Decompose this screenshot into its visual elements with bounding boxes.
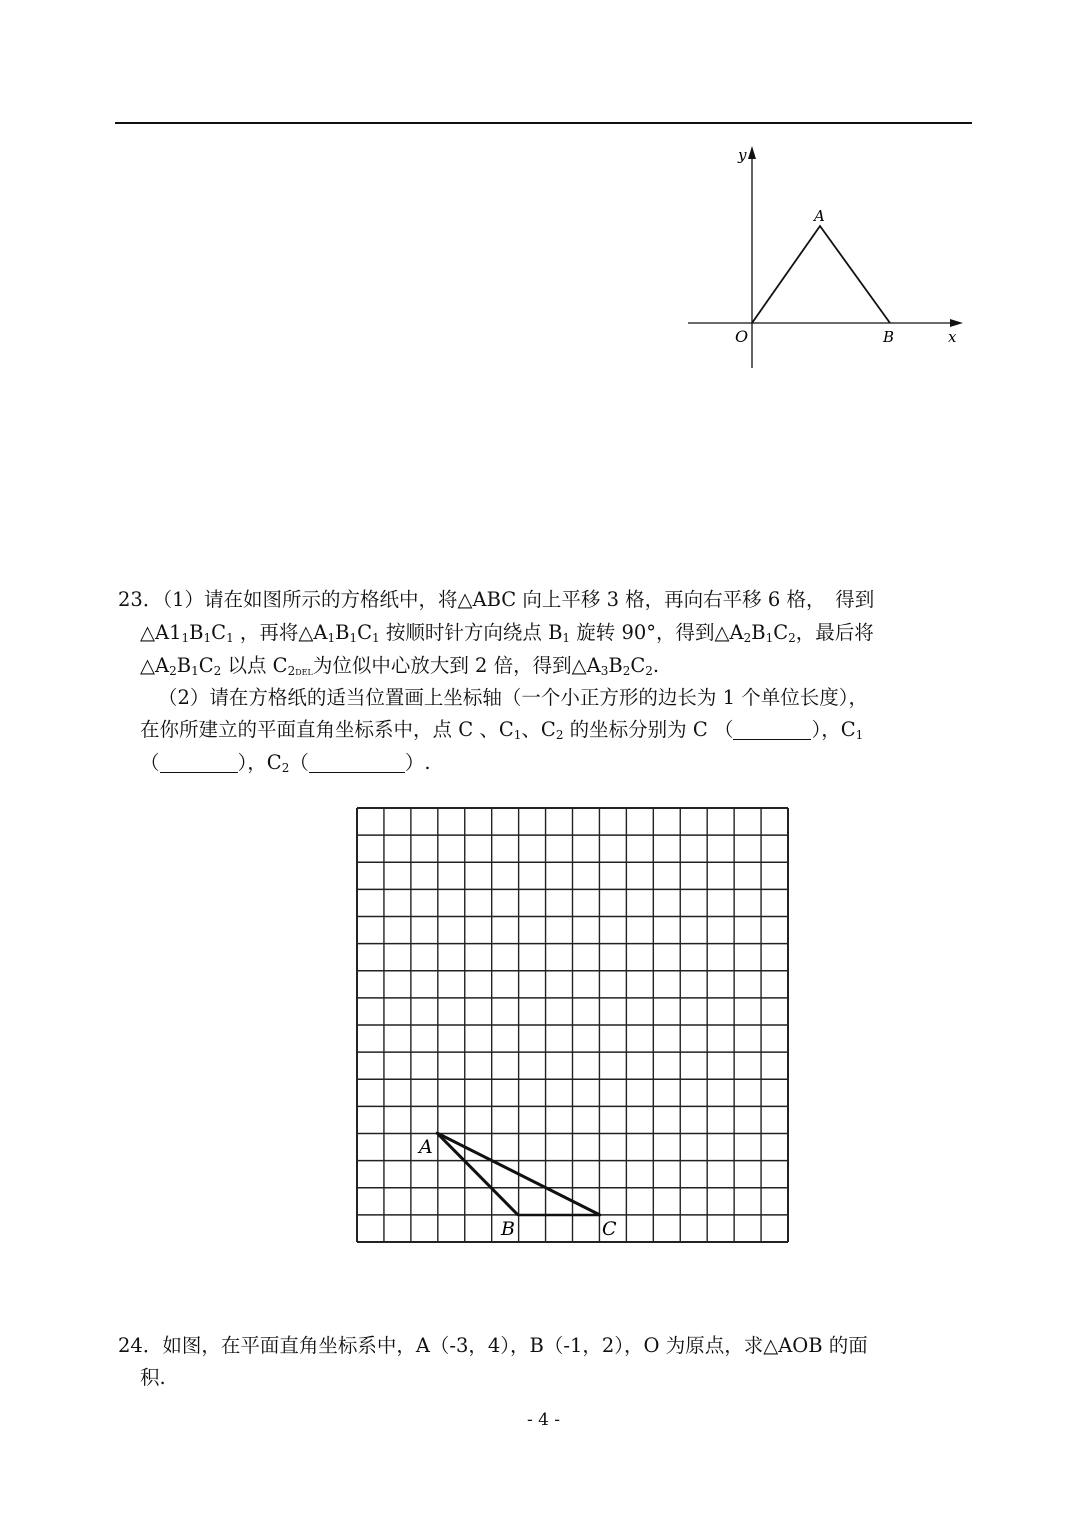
answer-blank-c[interactable] [733,721,811,740]
header-rule [115,122,972,124]
grid-paper-figure [350,805,800,1250]
q23-line5: 在你所建立的平面直角坐标系中，点 C 、$C_1$、$C_2$ 的坐标分别为 C （ ），$C_1$ [140,718,864,742]
triangle-oab-figure [680,140,970,375]
q23-text: ），C [237,751,282,774]
grid-point-a-label: A [419,1136,433,1158]
q23-text: 的坐标分别为 C （ [569,718,734,741]
q23-text: 为位似中心放大到 2 倍，得到△A [312,654,601,677]
q23-text: 旋转 90°，得到△A [576,621,744,644]
point-a-label: A [814,207,825,225]
answer-blank-c1[interactable] [160,754,238,773]
q23-line2: $\triangle A1_1B_1C_1$ ，再将$\triangle A_1B_1C_1$ 按顺时针方向绕点 $B_1$ 旋转 90°，得到$\triangle A_2B_1C_2$，最后将 [140,621,874,645]
x-axis-label: x [948,328,957,346]
q23-part1-intro: （1）请在如图所示的方格纸中，将△ABC 向上平移 3 格，再向右平移 6 格， 得到 [162,588,875,611]
q23-text: 在你所建立的平面直角坐标系中，点 C 、C [140,718,514,741]
y-axis-label: y [738,146,747,164]
y-axis-arrow [748,146,756,159]
grid-point-c-label: C [602,1218,617,1240]
q23-line4 [158,686,868,710]
triangle-sides [752,226,890,323]
origin-label: O [735,327,749,346]
triangle-side-ab [437,1133,518,1215]
q23-line1 [118,588,874,612]
x-axis-arrow [950,319,963,327]
q23-line6: （ ），$C_2$（ ）. [140,751,431,775]
del-mark: DEL [295,668,313,677]
q23-text: ，最后将 [795,621,874,644]
q23-text: （ [289,751,309,774]
q23-text: △A [140,621,170,644]
point-b-label: B [883,328,895,346]
q23-text: 、C [521,718,556,741]
q23-text: 以点 C [227,654,288,677]
q24-text: 24．如图，在平面直角坐标系中，A（-3，4），B（-1，2），O 为原点，求△AOB 的面 [118,1334,868,1357]
q23-text: ，再将△A [239,621,328,644]
q23-text: （ [140,751,160,774]
q24-text: 积. [140,1366,166,1389]
q24-line2 [140,1366,166,1390]
q23-number: 23． [118,588,163,611]
answer-blank-c2[interactable] [309,754,405,773]
q23-text: △A [140,654,170,677]
q24-line1 [118,1334,868,1358]
grid-lines [357,808,788,1242]
page-number: - 4 - [526,1410,561,1430]
q23-text: 按顺时针方向绕点 B [385,621,563,644]
grid-point-b-label: B [501,1218,515,1240]
q23-part2-intro: （2）请在方格纸的适当位置画上坐标轴（一个小正方形的边长为 1 个单位长度）， [158,686,868,709]
q23-text: ），C [811,718,856,741]
q23-text: ）. [404,751,431,774]
q23-line3: $\triangle A_2B_1C_2$ 以点 $C_2DEL$为位似中心放大到 2 倍，得到$\triangle A_3B_2C_2$. [140,654,660,678]
